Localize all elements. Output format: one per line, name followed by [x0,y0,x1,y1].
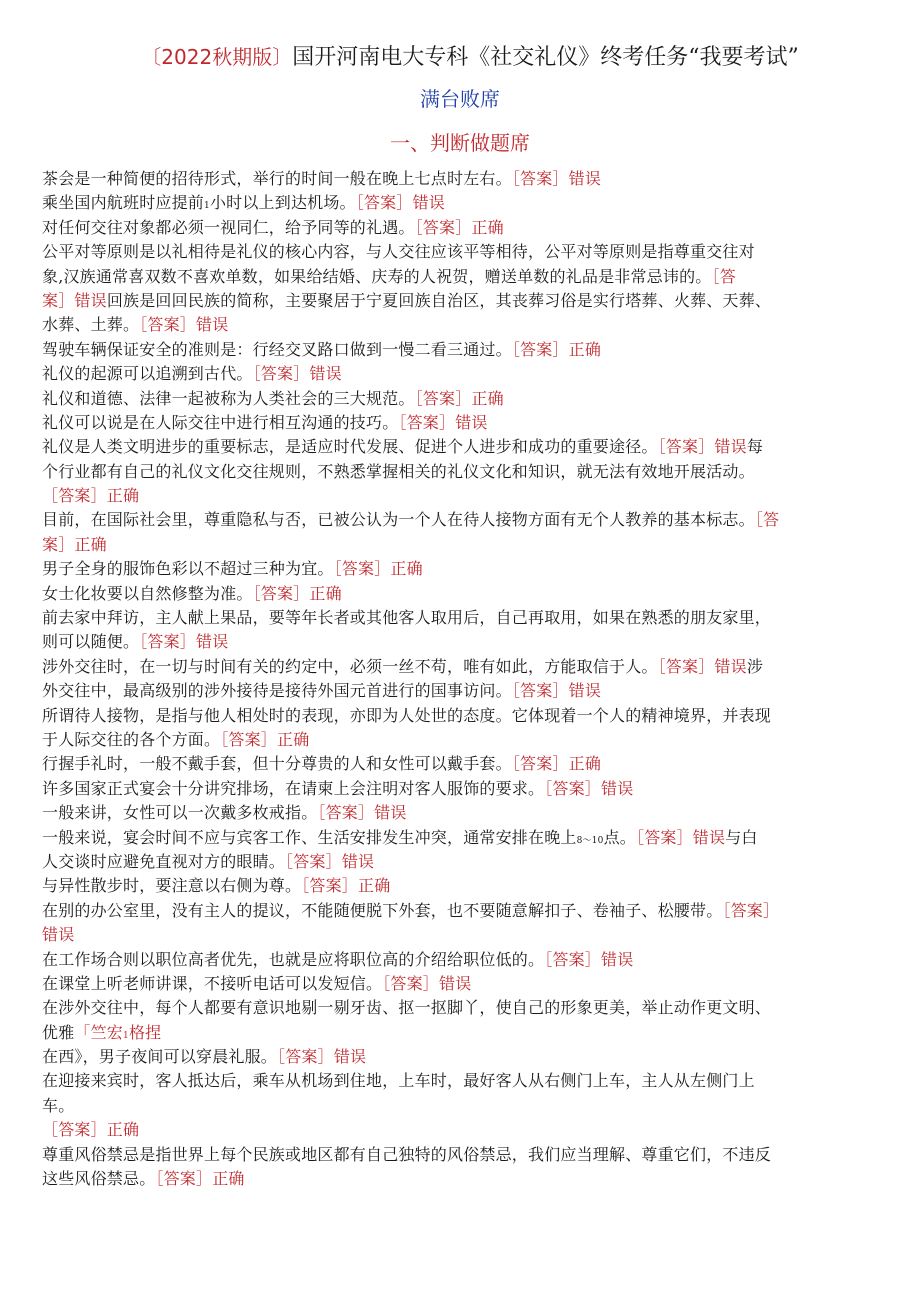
text-line [42,508,892,532]
answer-label: ［答案］正确 [252,583,342,603]
text-line [42,533,892,557]
answer-label: ［答案］正确 [511,339,602,359]
text-line [42,1094,892,1118]
text-line [42,411,892,435]
question-text: 对任何交往对象都必须一视同仁，给予同等的礼遇。 [42,217,415,237]
answer-label: ［答案］错误 [139,632,229,652]
subtitle: 满台败席 [420,87,500,111]
answer-label: ［答案］正确 [220,729,310,749]
question-text: 与白 [725,827,758,847]
question-text: 回族是回回民族的简称，主要聚居于宁夏回族自治区，其丧葬习俗是实行塔葬、火葬、天葬、 [106,290,772,310]
answer-label: 「竺宏 [74,1022,124,1042]
text-line [42,557,892,581]
text-line [42,1045,892,1069]
answer-label: ［答案］错误 [544,949,634,969]
answer-label: ［答案］正确 [42,486,140,506]
answer-label: ［答案］错误 [139,315,229,335]
text-line [42,996,892,1020]
question-text: 人交谈时应避免直视对方的眼睛。 [42,851,286,871]
text-line [42,923,892,947]
section-heading: 一、判断做题席 [390,131,530,155]
text-line [42,313,892,337]
answer-label: 错误 [42,925,75,945]
question-text: 点。 [603,827,636,847]
text-line [42,655,892,679]
question-text: 一般来说，宴会时间不应与宾客工作、生活安排发生冲突，通常安排在晚上 [42,827,577,847]
text-line [42,752,892,776]
question-text: 8～10 [576,835,604,846]
answer-label: ［答案］错误 [544,778,634,798]
text-line [42,362,892,386]
answer-label: 案］错误 [42,290,107,310]
title-text: 国开河南电大专科《社交礼仪》终考任务“我要考试” [292,45,799,70]
question-text: 礼仪和道德、法律一起被称为人类社会的三大规范。 [42,388,415,408]
question-text: 女士化妆要以自然修整为准。 [42,583,253,603]
question-text: 小时以上到达机场。 [209,193,356,213]
question-text: 礼仪的起源可以追溯到古代。 [42,364,253,384]
text-line [42,387,892,411]
text-line [42,850,892,874]
answer-label: ［答案］错误 [636,827,726,847]
edition-label: 〔2022秋期版〕 [141,45,293,69]
text-line [42,216,892,240]
text-line [42,1143,892,1167]
question-text: 前去家中拜访，主人献上果品，要等年长者或其他客人取用后，自己再取用，如果在熟悉的朋友家里， [42,608,772,628]
answer-label: ［答案］正确 [414,388,504,408]
text-line [42,679,892,703]
text-line [42,484,892,508]
question-text: 在西》，男子夜间可以穿晨礼服。 [42,1047,278,1067]
answer-label: ［答案］错误 [511,681,602,701]
question-text: 个行业都有自己的礼仪文化交往规则，不熟悉掌握相关的礼仪文化和知识，就无法有效地开展活动。 [42,461,755,481]
question-text: 目前，在国际社会里，尊重隐私与否，已被公认为一个人在待人接物方面有无个人教养的基本标志。 [42,510,755,530]
text-line [42,191,892,215]
question-text: 礼仪是人类文明进步的重要标志，是适应时代发展、促进个人进步和成功的重要途径。 [42,437,658,457]
answer-label: ［答 [754,510,780,530]
answer-label: ［答案］ [722,900,780,920]
text-line [42,1069,892,1093]
question-text: 涉 [746,656,764,676]
text-line [42,460,892,484]
answer-label: ［答案］正确 [42,1120,140,1140]
text-line [42,801,892,825]
text-line [42,167,892,191]
answer-label: 1 [123,1030,129,1041]
text-line [42,777,892,801]
answer-label: ［答案］正确 [333,559,423,579]
question-text: 于人际交往的各个方面。 [42,729,221,749]
question-text: 行握手礼时，一般不戴手套，但十分尊贵的人和女性可以戴手套。 [42,754,512,774]
question-text: 公平对等原则是以礼相待是礼仪的核心内容，与人交往应该平等相待，公平对等原则是指尊重交往对 [42,242,755,262]
text-line [42,582,892,606]
answer-label: ［答案］错误 [285,851,375,871]
text-line [42,606,892,630]
text-line [42,240,892,264]
question-text: 外交往中，最高级别的涉外接待是接待外国元首进行的国事访问。 [42,681,512,701]
answer-label: 案］正确 [42,534,107,554]
question-text: 乘坐国内航班时应提前 [42,193,205,213]
answer-label: ［答 [711,266,736,286]
text-line [42,435,892,459]
question-text: 在别的办公室里，没有主人的提议，不能随便脱下外套，也不要随意解扣子、卷袖子、松腰带。 [42,900,723,920]
answer-label: ［答案］错误 [657,656,747,676]
question-text: 每 [746,437,764,457]
text-line [42,728,892,752]
question-text: 车。 [42,1095,75,1115]
question-text: 驾驶车辆保证安全的准则是：行经交叉路口做到一慢二看三通过。 [42,339,512,359]
question-text: 优雅 [42,1022,75,1042]
question-text: 礼仪可以说是在人际交往中进行相互沟通的技巧。 [42,412,399,432]
answer-label: ［答案］正确 [414,217,504,237]
question-text: 水葬、土葬。 [42,315,140,335]
question-text: 在工作场合则以职位高者优先，也就是应将职位高的介绍给职位低的。 [42,949,545,969]
text-line [42,265,892,289]
text-line [42,630,892,654]
question-text: 涉外交往时，在一切与时间有关的约定中，必须一丝不苟，唯有如此，方能取信于人。 [42,656,658,676]
text-line [42,874,892,898]
answer-label: ［答案］错误 [317,803,407,823]
question-text: 男子全身的服饰色彩以不超过三种为宜。 [42,559,334,579]
answer-label: ［答案］错误 [252,364,342,384]
text-line [42,338,892,362]
answer-label: ［答案］错误 [657,437,747,457]
question-text: 与异性散步时，要注意以右侧为尊。 [42,876,302,896]
question-text: 在迎接来宾时，客人抵达后，乘车从机场到住地，上车时，最好客人从右侧门上车，主人从左侧门上 [42,1071,755,1091]
text-line [42,826,892,850]
answer-label: ［答案］错误 [277,1047,367,1067]
answer-label: ［答案］正确 [511,754,602,774]
answer-label: ［答案］错误 [355,193,445,213]
question-text: 茶会是一种简便的招待形式，举行的时间一般在晚上七点时左右。 [42,169,512,188]
text-line [42,1118,892,1142]
text-line [42,1167,892,1191]
question-text: 在课堂上听老师讲课，不接听电话可以发短信。 [42,973,383,993]
question-text: 许多国家正式宴会十分讲究排场，在请柬上会注明对客人服饰的要求。 [42,778,545,798]
question-text: 所谓待人接物，是指与他人相处时的表现，亦即为人处世的态度。它体现着一个人的精神境界，并表现 [42,705,772,725]
question-text: 尊重风俗禁忌是指世界上每个民族或地区都有自己独特的风俗禁忌，我们应当理解、尊重它们，不违反 [42,1144,772,1164]
text-line [42,704,892,728]
question-text: 象,汉族通常喜双数不喜欢单数，如果给结婚、庆寿的人祝贺，赠送单数的礼品是非常忌讳的。 [42,266,712,286]
question-text: 一般来讲，女性可以一次戴多枚戒指。 [42,803,318,823]
document-title [40,40,900,75]
text-line [42,899,892,923]
text-line [42,289,892,313]
answer-label: ［答案］错误 [398,412,488,432]
question-text: 则可以随便。 [42,632,140,652]
question-text: 1 [204,201,210,212]
text-line [42,972,892,996]
question-list [42,167,892,1191]
answer-label: ［答案］错误 [382,973,472,993]
question-text: 在涉外交往中，每个人都要有意识地剔一剔牙齿、抠一抠脚丫，使自己的形象更美，举止动作更文明、 [42,998,772,1018]
question-text: 这些风俗禁忌。 [42,1169,156,1189]
text-line [42,948,892,972]
answer-label: ［答案］正确 [301,876,391,896]
answer-label: ［答案］正确 [155,1169,245,1189]
answer-label: 格捏 [128,1022,162,1042]
answer-label: ［答案］错误 [511,169,602,188]
text-line [42,1021,892,1045]
